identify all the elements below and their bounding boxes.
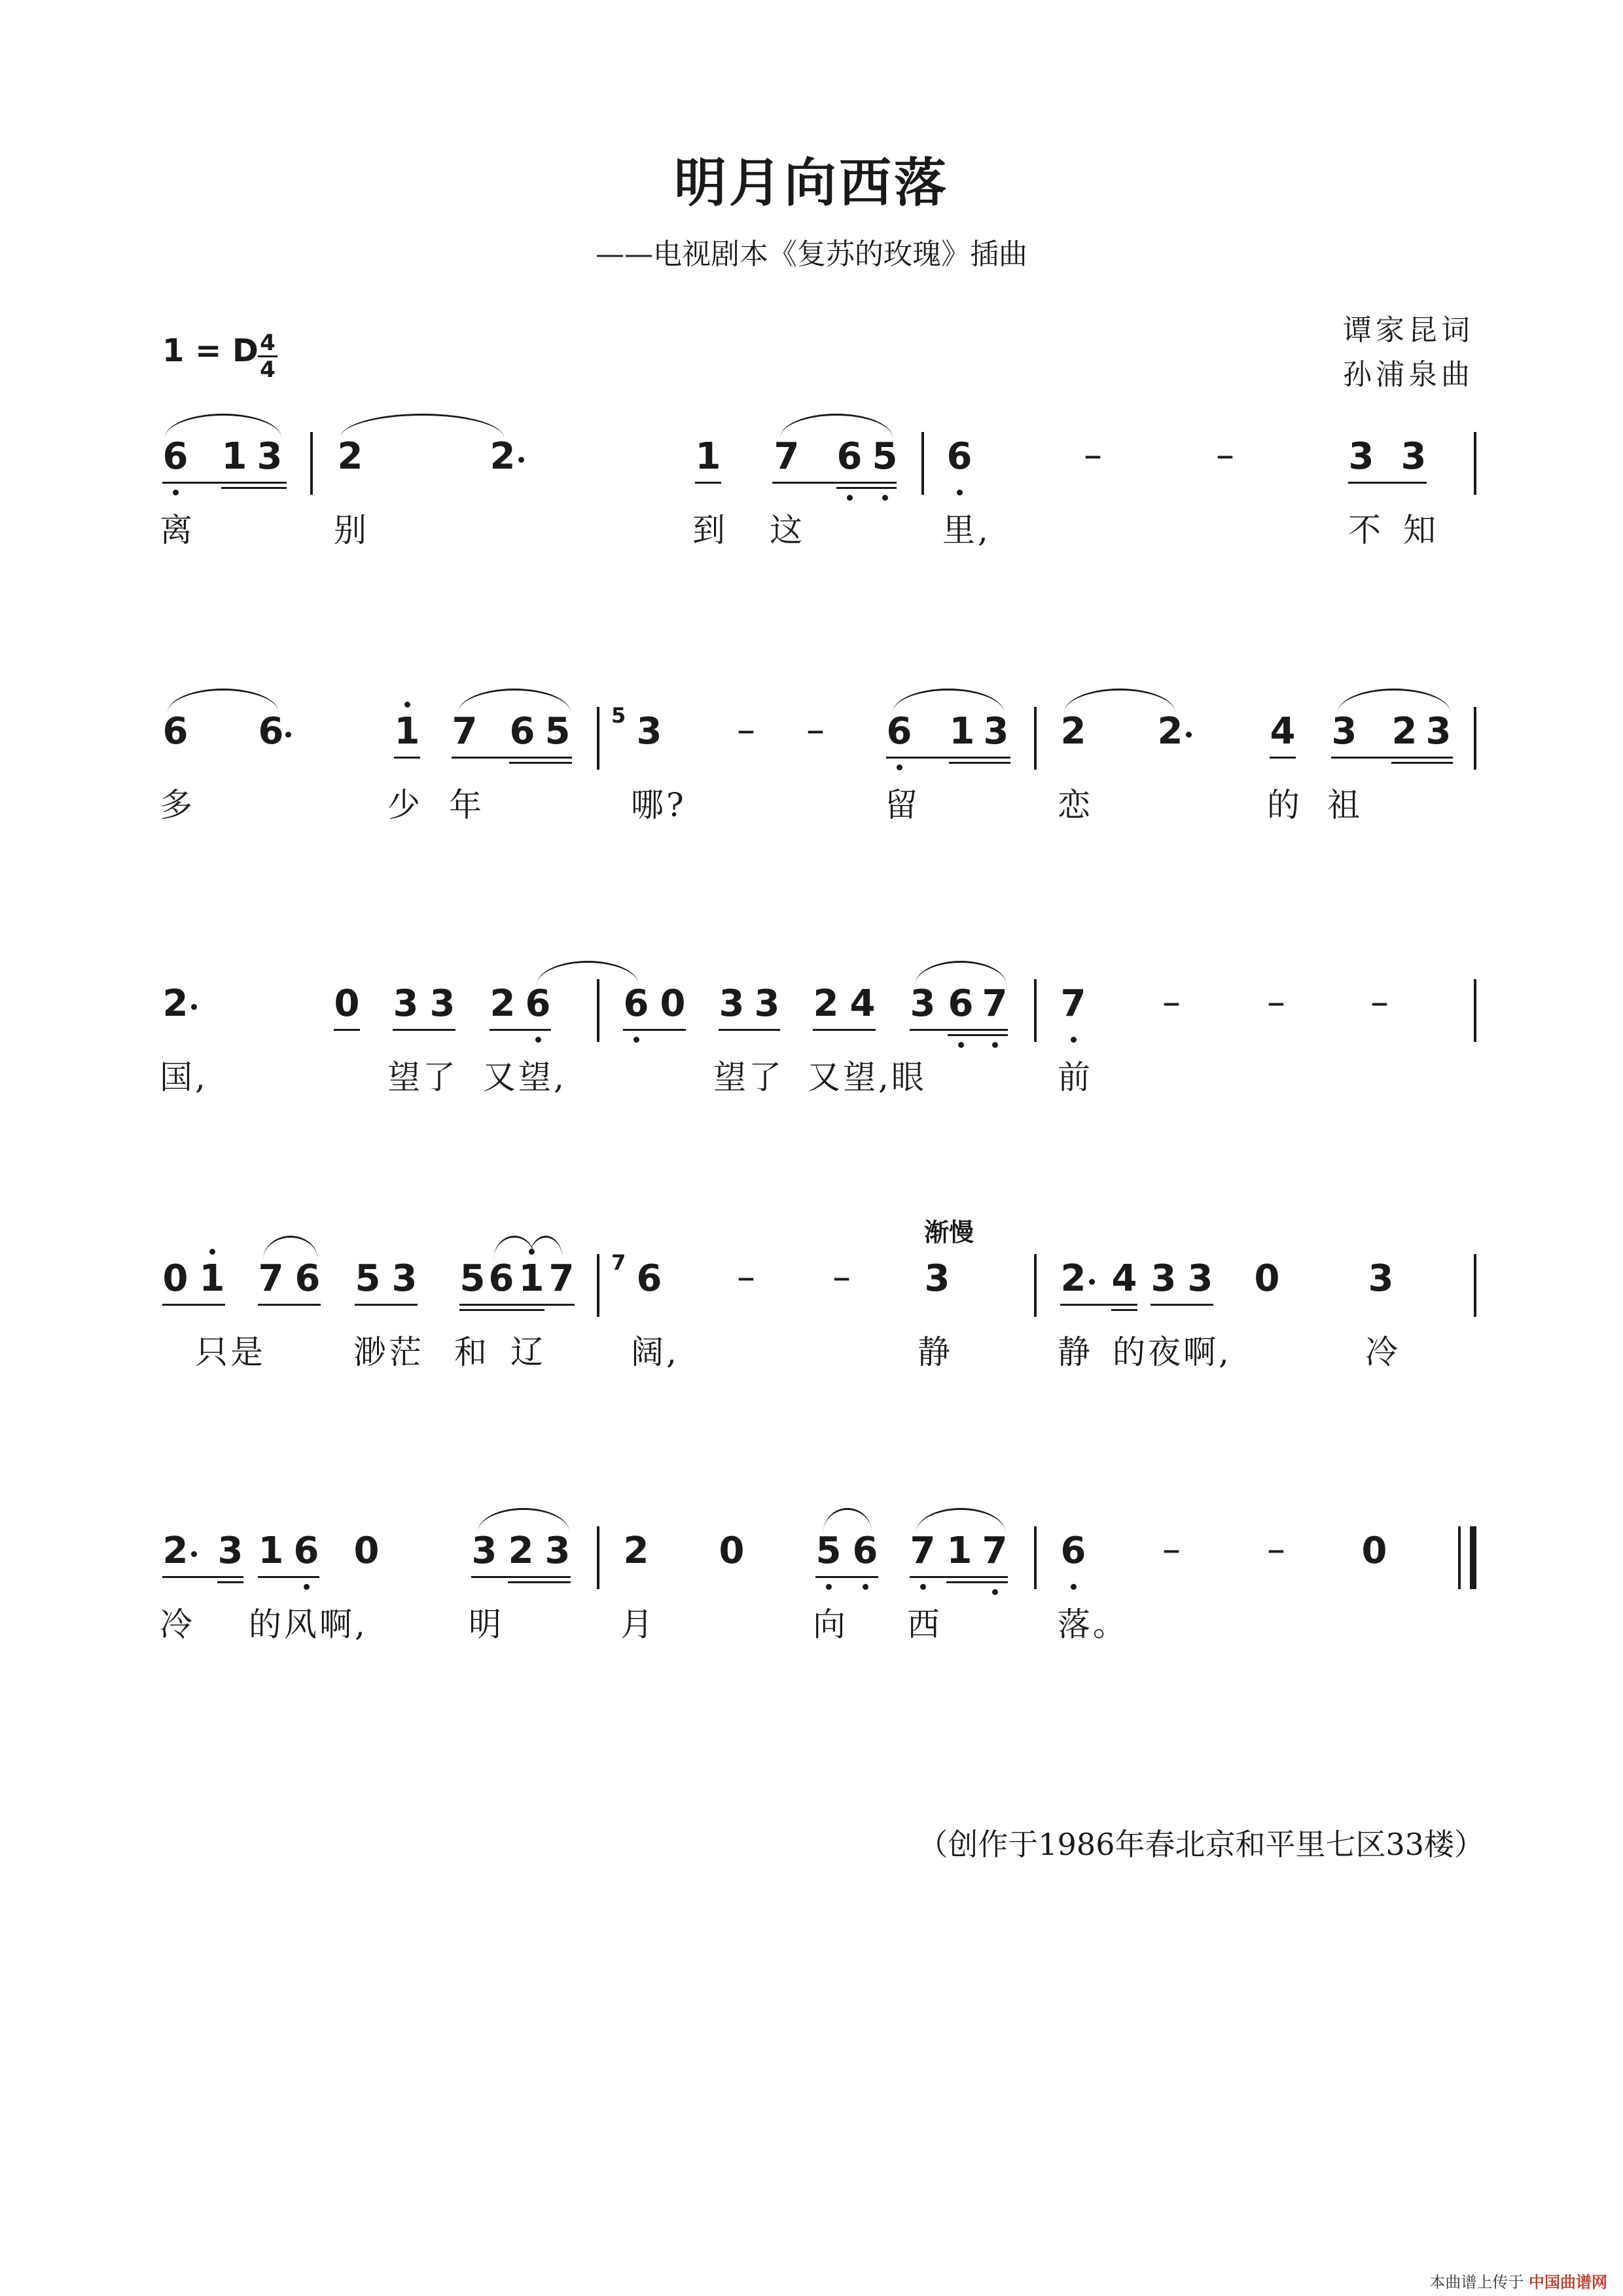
lyric: 里,: [942, 511, 991, 549]
site-watermark: [1429, 2269, 1607, 2292]
lyric: 知: [1403, 511, 1438, 549]
lyric: 到: [692, 511, 728, 549]
lyric: 年: [449, 786, 484, 824]
watermark-text: 本曲谱上传于: [1429, 2273, 1524, 2291]
song-title: 明月向西落: [674, 152, 949, 213]
lyric: 少: [387, 786, 423, 824]
lyric: 向: [813, 1605, 848, 1643]
watermark-site: 中国曲谱网: [1529, 2273, 1607, 2291]
lyric: 别: [334, 511, 369, 549]
lyric: 的: [1267, 786, 1302, 824]
lyric: 落。: [1058, 1605, 1128, 1643]
score-system-2: 6 6 1 7 6 5 5 3 – – 6 1 3 2 2 4 3 2 3 多 少 年 哪? 留 恋 的 祖: [0, 707, 1623, 877]
meter-top: 4: [260, 330, 276, 356]
lyric: 又望,眼: [808, 1058, 927, 1096]
tempo-mark: 渐慢: [924, 1218, 974, 1247]
lyric: 明: [469, 1605, 504, 1643]
lyric: 冷: [1365, 1333, 1400, 1371]
lyricist-credit: 谭家昆词: [1343, 314, 1474, 347]
lyric: 望了: [387, 1058, 458, 1096]
lyric: 望了: [713, 1058, 784, 1096]
lyric: 的夜啊,: [1113, 1333, 1232, 1371]
lyric: 的风啊,: [249, 1605, 368, 1643]
lyric: 西: [907, 1605, 942, 1643]
lyric: 只是: [195, 1333, 266, 1371]
lyric: 国,: [160, 1058, 208, 1096]
lyric: 留: [885, 786, 920, 824]
lyric: 离: [160, 511, 195, 549]
score-system-4: 0 1 7 6 5 3 5 6 1 7 7 6 – – 3 2 4 3 3 0 3 只是 渺茫 和 辽 阔, 静 静 的夜啊, 冷: [0, 1254, 1623, 1424]
lyric: 静: [1058, 1333, 1093, 1371]
score-system-3: 2 0 3 3 2 6 6 0 3 3 2 4 3 6 7 7 – – – 国, 望了 又望, 望了 又望,眼 前: [0, 979, 1623, 1149]
lyric: 阔,: [631, 1333, 679, 1371]
time-signature: [258, 331, 277, 382]
lyric: 这: [770, 511, 805, 549]
score-system-1: 6 1 3 2 2 1 7 6 5 6 – – 3 3 离 别 到 这 里, 不 知: [0, 432, 1623, 602]
composition-note: （创作于1986年春北京和平里七区33楼）: [918, 1827, 1484, 1862]
lyric: 冷: [160, 1605, 195, 1643]
lyric: 又望,: [483, 1058, 567, 1096]
lyric: 月: [620, 1605, 656, 1643]
lyric: 静: [918, 1333, 953, 1371]
song-subtitle: ——电视剧本《复苏的玫瑰》插曲: [596, 238, 1027, 271]
lyric: 渺茫: [353, 1333, 424, 1371]
score-system-5: 2 3 1 6 0 3 2 3 2 0 5 6 7 1 7 6 – – 0 冷 的风啊, 明 月 向 西 落。: [0, 1526, 1623, 1696]
composer-credit: 孙浦泉曲: [1343, 358, 1474, 391]
lyric: 恋: [1058, 786, 1093, 824]
key-signature: 1 = D: [162, 332, 259, 369]
lyric: 祖: [1327, 786, 1363, 824]
lyric: 多: [160, 786, 195, 824]
lyric: 不: [1348, 511, 1383, 549]
lyric: 哪?: [631, 786, 687, 824]
lyric: 和: [454, 1333, 490, 1371]
meter-bottom: 4: [260, 357, 276, 383]
lyric: 辽: [510, 1333, 546, 1371]
lyric: 前: [1058, 1058, 1093, 1096]
